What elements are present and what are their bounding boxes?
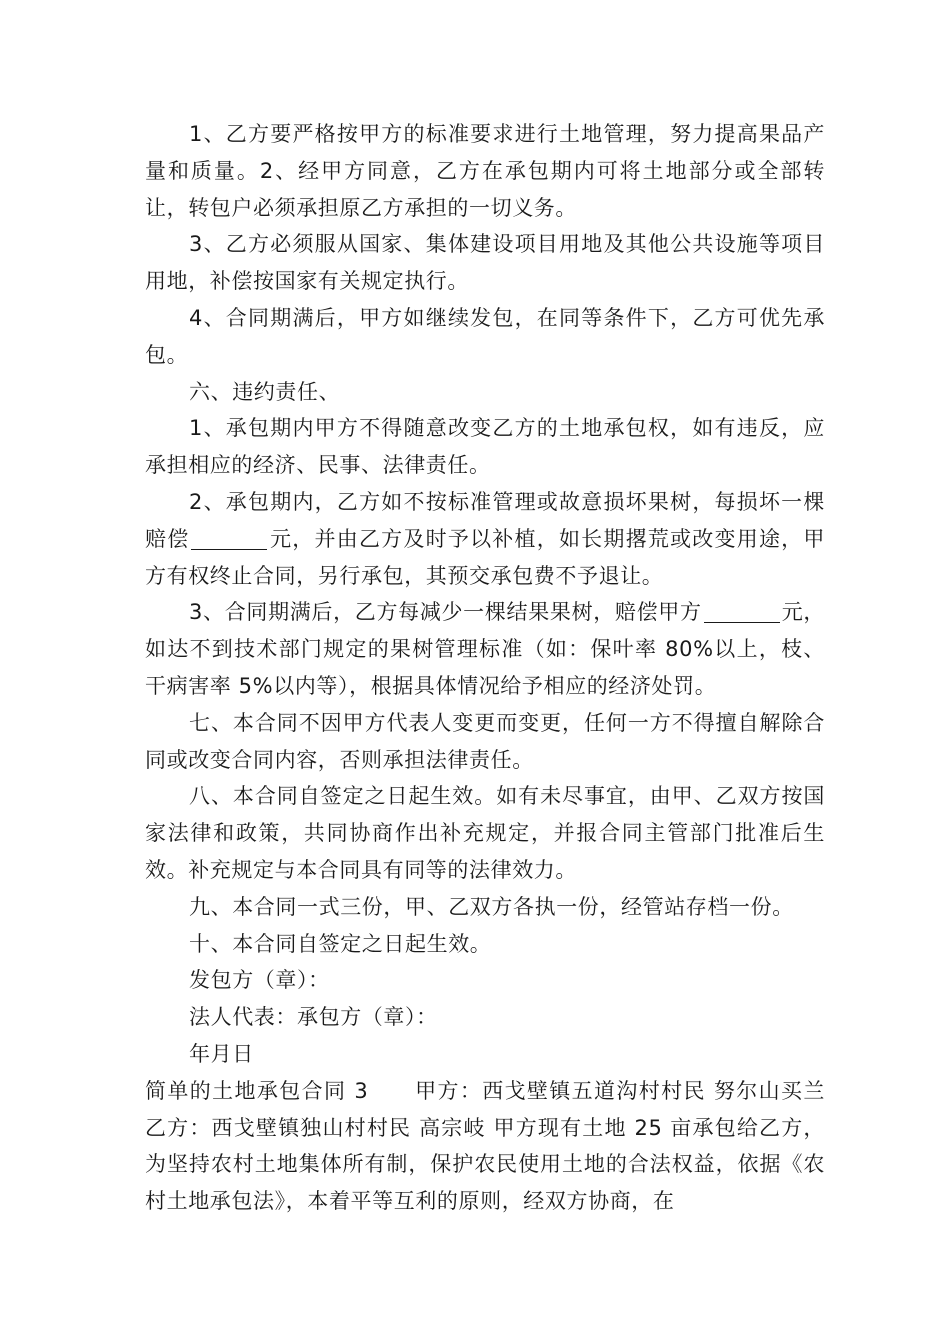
paragraph-contract-3: [145, 1073, 825, 1220]
paragraph-1: [145, 116, 825, 226]
section-heading-breach: 六、违约责任、: [189, 379, 341, 404]
contract-title: 简单的土地承包合同 3: [145, 1078, 369, 1103]
clause-text: 元，并由乙方及时予以补植，如长期撂荒或改变用途，甲方有权终止合同，另行承包，其预交承包费不予退让。: [145, 526, 826, 588]
clause-text: 1、乙方要严格按甲方的标准要求进行土地管理，努力提高果品产量和质量。: [145, 122, 825, 183]
paragraph-6: [145, 484, 825, 594]
paragraph-9: 八、本合同自签定之日起生效。如有未尽事宜，由甲、乙双方按国家法律和政策，共同协商作出补充规定，并报合同主管部门批准后生效。补充规定与本合同具有同等的法律效力。: [145, 784, 825, 882]
clause-text: 2、经甲方同意，乙方在承包期内可将土地部分或全部转让，转包户必须承担原乙方承担的一切义务。: [145, 158, 826, 220]
paragraph-11: 十、本合同自签定之日起生效。: [189, 931, 492, 956]
paragraph-8: 七、本合同不因甲方代表人变更而变更，任何一方不得擅自解除合同或改变合同内容，否则承担法律责任。: [145, 710, 825, 772]
signature-line-representative: 法人代表：承包方（章）：: [189, 1005, 438, 1030]
clause-text: 3、合同期满后，乙方每减少一棵结果果树，赔偿甲方: [189, 600, 702, 625]
date-line: 年月日: [189, 1041, 254, 1066]
fill-in-blank: [704, 600, 780, 623]
clause-text: 元，如达不到技术部门规定的果树管理标准（如：保叶率 80%以上，枝、干病害率 5%以内等），根据具体情况给予相应的经济处罚。: [145, 600, 825, 698]
paragraph-10: 九、本合同一式三份，甲、乙双方各执一份，经管站存档一份。: [189, 894, 794, 919]
document-body: [145, 116, 825, 1220]
paragraph-7: [145, 594, 825, 704]
fill-in-blank: [191, 527, 267, 550]
paragraph-5: 1、承包期内甲方不得随意改变乙方的土地承包权，如有违反，应承担相应的经济、民事、法律责任。: [145, 416, 825, 478]
contract-body: 甲方：西戈壁镇五道沟村村民 努尔山买兰 乙方：西戈壁镇独山村村民 高宗岐 甲方现有土地 25 亩承包给乙方，为坚持农村土地集体所有制，保护农民使用土地的合法权益，依据《农村土地承包法》，本着平等互利的原则，经双方协商，在: [145, 1078, 825, 1214]
paragraph-2: 3、乙方必须服从国家、集体建设项目用地及其他公共设施等项目用地，补偿按国家有关规定执行。: [145, 232, 825, 294]
paragraph-3: 4、合同期满后，甲方如继续发包，在同等条件下，乙方可优先承包。: [145, 305, 825, 367]
signature-line-issuer: 发包方（章）：: [189, 968, 330, 993]
clause-text: 2、承包期内，乙方如不按标准管理或故意损坏果树，每损坏一棵赔偿: [145, 489, 825, 551]
